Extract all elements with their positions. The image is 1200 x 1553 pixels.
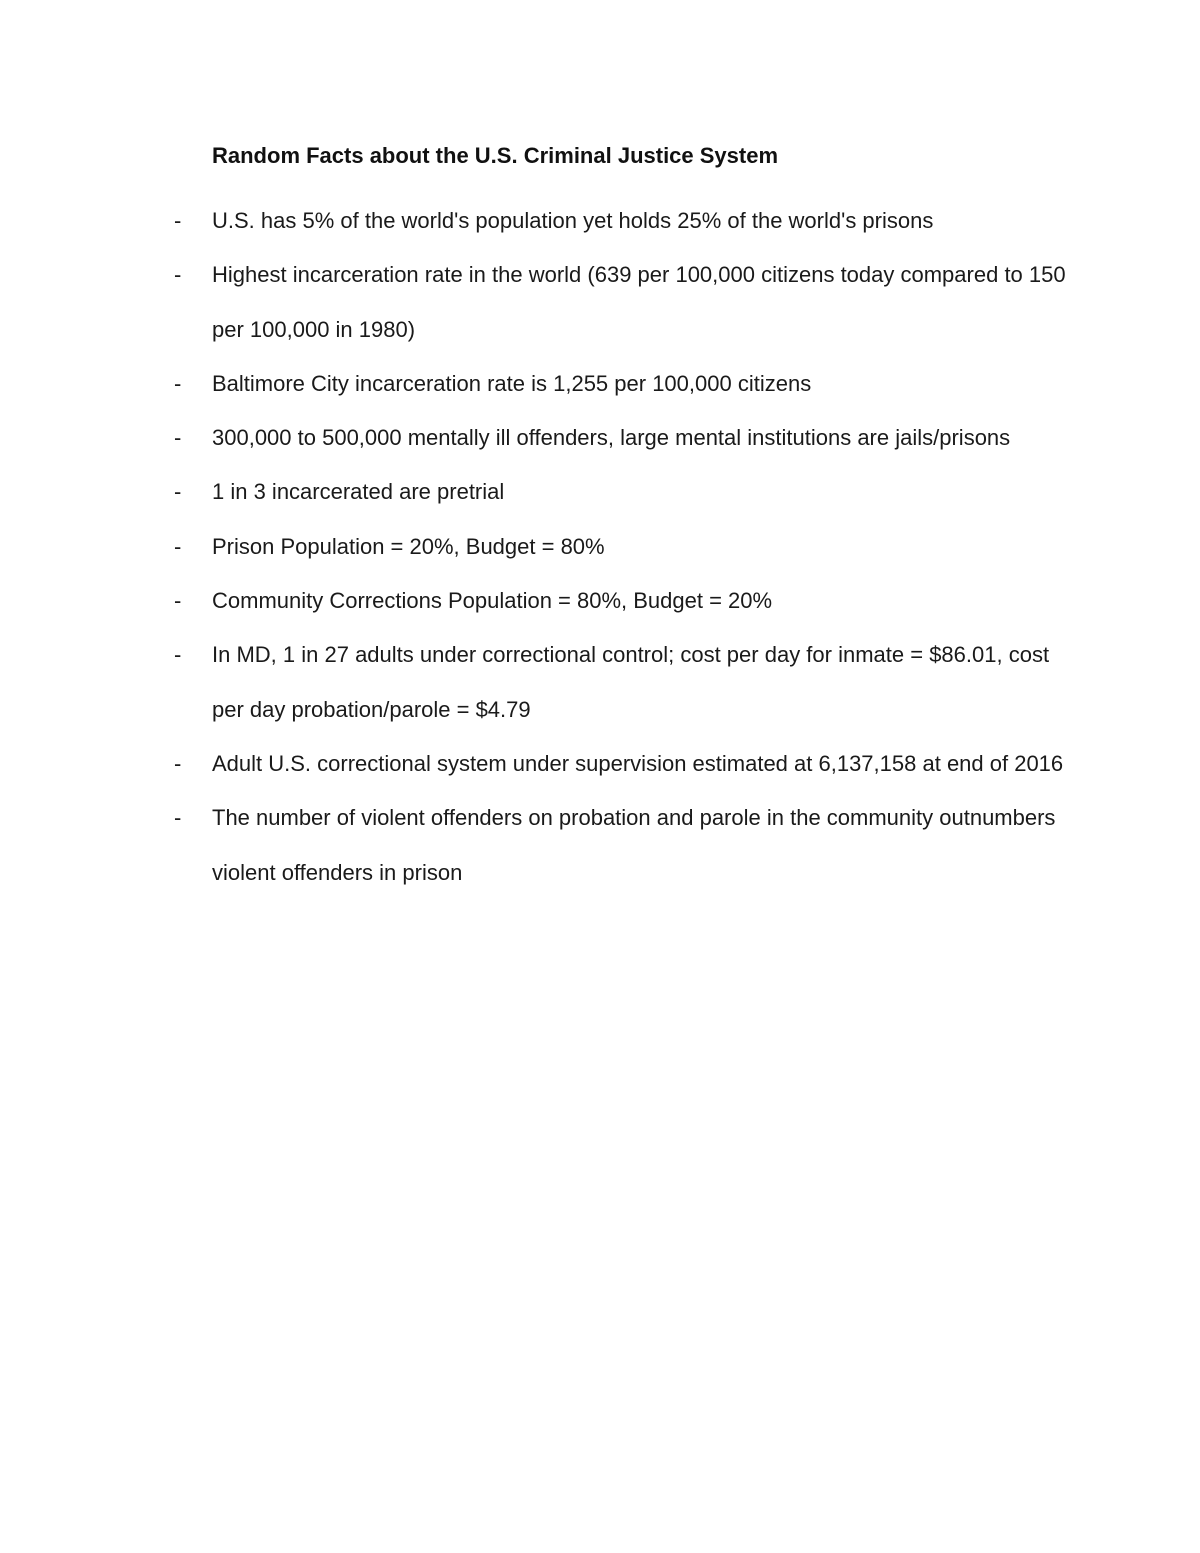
fact-text: In MD, 1 in 27 adults under correctional control; cost per day for inmate = $86.01, cost per day probation/parole = $4.79 (212, 642, 1050, 722)
dash-bullet: - (174, 425, 182, 451)
dash-bullet: - (174, 479, 182, 505)
fact-item (0, 194, 1200, 248)
dash-bullet: - (174, 805, 182, 831)
facts-list (0, 194, 1200, 900)
dash-bullet: - (174, 750, 182, 776)
fact-item (0, 357, 1200, 411)
fact-text: 300,000 to 500,000 mentally ill offenders, large mental institutions are jails/prisons (212, 425, 1011, 451)
fact-item (0, 628, 1200, 737)
fact-item (0, 737, 1200, 791)
fact-text: The number of violent offenders on probation and parole in the community outnumbers violent offenders in prison (212, 805, 1056, 885)
fact-text: Highest incarceration rate in the world (639 per 100,000 citizens today compared to 150 per 100,000 in 1980) (212, 262, 1066, 342)
fact-text: 1 in 3 incarcerated are pretrial (212, 479, 505, 505)
fact-text: U.S. has 5% of the world's population yet holds 25% of the world's prisons (212, 208, 934, 233)
dash-bullet: - (174, 208, 182, 233)
fact-item (0, 465, 1200, 519)
dash-bullet: - (174, 262, 182, 288)
dash-bullet: - (174, 642, 182, 668)
fact-text: Community Corrections Population = 80%, Budget = 20% (212, 588, 773, 614)
dash-bullet: - (174, 533, 182, 559)
fact-item (0, 520, 1200, 574)
dash-bullet: - (174, 588, 182, 614)
dash-bullet: - (174, 370, 182, 396)
fact-item (0, 248, 1200, 357)
document-title: Random Facts about the U.S. Criminal Justice System (212, 143, 779, 168)
fact-item (0, 411, 1200, 465)
fact-text: Adult U.S. correctional system under supervision estimated at 6,137,158 at end of 2016 (212, 750, 1064, 776)
fact-item (0, 574, 1200, 628)
fact-text: Baltimore City incarceration rate is 1,255 per 100,000 citizens (212, 370, 812, 396)
fact-text: Prison Population = 20%, Budget = 80% (212, 533, 605, 559)
fact-item (0, 791, 1200, 900)
